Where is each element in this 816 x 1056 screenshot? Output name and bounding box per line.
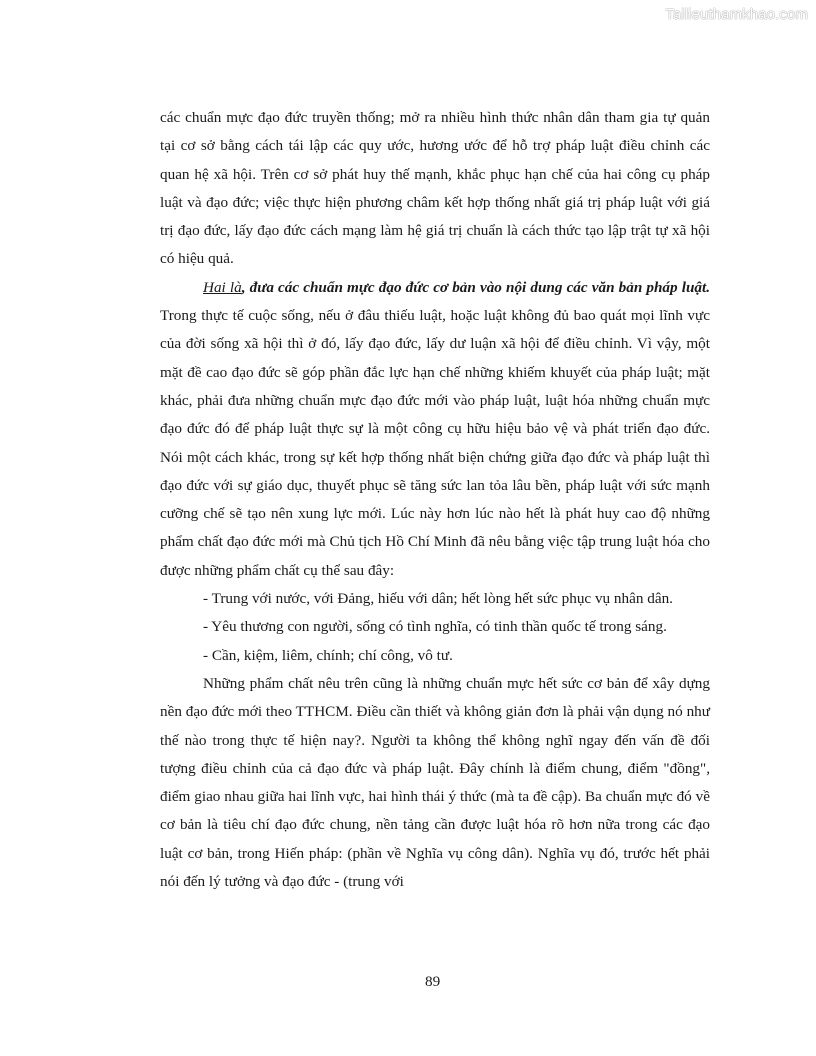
document-body bbox=[160, 104, 710, 896]
page-number-text: 89 bbox=[425, 973, 441, 990]
paragraph-2-body: Trong thực tế cuộc sống, nếu ở đâu thiếu luật, hoặc luật không đủ bao quát mọi lĩnh vực của đời sống xã hội thì ở đó, lấy đạo đức, lấy dư luận xã hội để điều chỉnh. Vì vậy, một mặt đề cao đạo đức sẽ góp phần đắc lực hạn chế những khiếm khuyết của pháp luật; mặt khác, phải đưa những chuẩn mực đạo đức mới vào pháp luật, luật hóa những chuẩn mực đạo đức đó để pháp luật thực sự là một công cụ hữu hiệu bảo vệ và phát triển đạo đức. Nói một cách khác, trong sự kết hợp thống nhất biện chứng giữa đạo đức và pháp luật thì đạo đức với sự giáo dục, thuyết phục sẽ tăng sức lan tỏa lâu bền, pháp luật với sức mạnh cưỡng chế sẽ tạo nên xung lực mới. Lúc này hơn lúc nào hết là phát huy cao độ những phẩm chất đạo đức mới mà Chủ tịch Hồ Chí Minh đã nêu bằng việc tập trung luật hóa cho được những phẩm chất cụ thể sau đây: bbox=[160, 307, 710, 579]
bullet-item: - Cần, kiệm, liêm, chính; chí công, vô tư. bbox=[203, 646, 453, 664]
paragraph-2-heading: đưa các chuẩn mực đạo đức cơ bản vào nội dung các văn bản pháp luật. bbox=[249, 278, 711, 296]
paragraph-1: các chuẩn mực đạo đức truyền thống; mở ra nhiều hình thức nhân dân tham gia tự quản tại cơ sở bằng cách tái lập các quy ước, hương ước để hỗ trợ pháp luật điều chỉnh các quan hệ xã hội. Trên cơ sở phát huy thế mạnh, khắc phục hạn chế của hai công cụ pháp luật và đạo đức; việc thực hiện phương châm kết hợp thống nhất giá trị pháp luật với giá trị đạo đức, lấy đạo đức cách mạng làm hệ giá trị chuẩn là cách thức tạo lập trật tự xã hội có hiệu quả. bbox=[160, 109, 710, 268]
paragraph-2-separator: , bbox=[241, 278, 250, 296]
paragraph-3: Những phẩm chất nêu trên cũng là những chuẩn mực hết sức cơ bản để xây dựng nền đạo đức mới theo TTHCM. Điều cần thiết và không giản đơn là phải vận dụng nó như thế nào trong thực tế hiện nay?. Người ta không thể không nghĩ ngay đến vấn đề đối tượng điều chỉnh của cả đạo đức và pháp luật. Đây chính là điểm chung, điểm "đồng", điểm giao nhau giữa hai lĩnh vực, hai hình thái ý thức (mà ta đề cập). Ba chuẩn mực đó về cơ bản là tiêu chí đạo đức chung, nền tảng cần được luật hóa rõ hơn nữa trong các đạo luật cơ bản, trong Hiến pháp: (phần về Nghĩa vụ công dân). Nghĩa vụ đó, trước hết phải nói đến lý tưởng và đạo đức - (trung với bbox=[160, 674, 710, 891]
bullet-item: - Yêu thương con người, sống có tình nghĩa, có tinh thần quốc tế trong sáng. bbox=[203, 618, 667, 636]
paragraph-2-lead: Hai là bbox=[203, 278, 242, 296]
watermark: Tailieuthamkhao.com bbox=[665, 6, 808, 23]
paragraph-2 bbox=[160, 274, 710, 585]
bullet-item: - Trung với nước, với Đảng, hiếu với dân; hết lòng hết sức phục vụ nhân dân. bbox=[203, 590, 673, 608]
